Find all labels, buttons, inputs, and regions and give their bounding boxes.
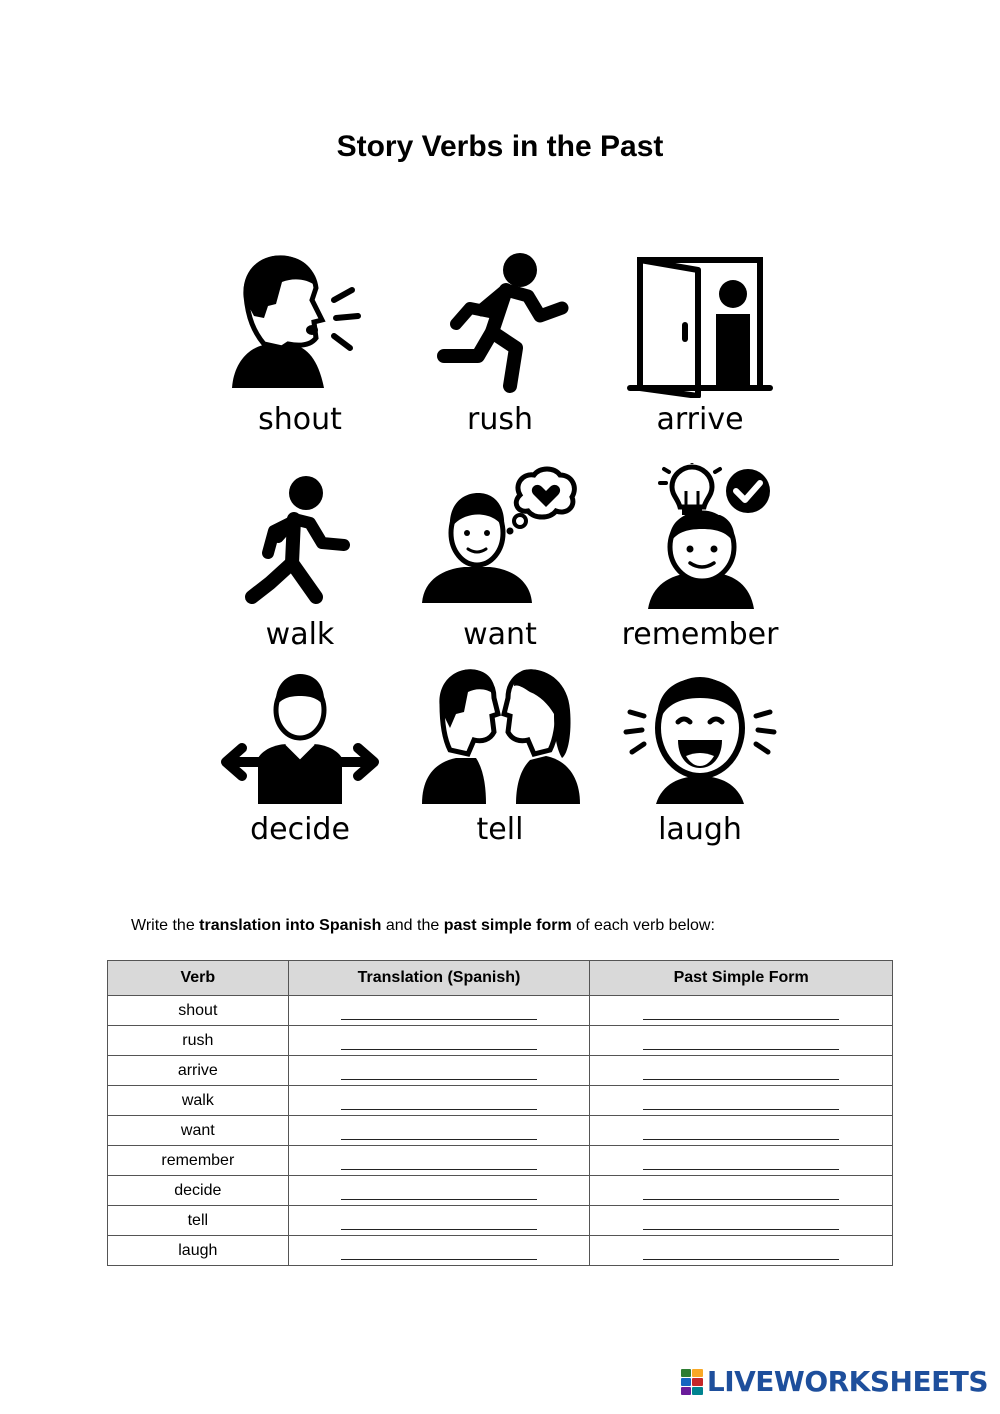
translation-cell <box>288 1116 590 1146</box>
liveworksheets-brand[interactable] <box>681 1365 988 1398</box>
past-simple-answer-blank[interactable] <box>643 1003 839 1020</box>
instruction-text: and the <box>381 917 444 934</box>
verb-cell: arrive <box>108 1056 289 1086</box>
walking-person-icon <box>220 463 380 613</box>
verb-card-want <box>400 455 600 655</box>
verb-card-walk <box>200 455 400 655</box>
translation-cell <box>288 1206 590 1236</box>
verb-card-remember <box>600 455 800 655</box>
translation-answer-blank[interactable] <box>341 1123 537 1140</box>
verb-cell: decide <box>108 1176 289 1206</box>
verb-cell: tell <box>108 1206 289 1236</box>
logo-tile <box>692 1387 703 1395</box>
past-simple-cell <box>590 1176 893 1206</box>
past-simple-cell <box>590 1146 893 1176</box>
running-person-icon <box>420 248 580 398</box>
logo-tile <box>681 1387 692 1395</box>
liveworksheets-logo-icon <box>681 1369 703 1395</box>
instruction-bold: translation into Spanish <box>199 917 382 934</box>
logo-tile <box>692 1378 703 1386</box>
verb-label: rush <box>467 402 533 437</box>
brand-name: LIVEWORKSHEETS <box>706 1365 988 1398</box>
table-row <box>108 1206 893 1236</box>
verb-label: shout <box>258 402 342 437</box>
verb-cell: shout <box>108 996 289 1026</box>
two-people-talking-icon <box>420 658 580 808</box>
logo-tile <box>692 1369 703 1377</box>
verb-card-rush <box>400 240 600 440</box>
instructions <box>131 917 715 935</box>
laughing-face-icon <box>620 658 780 808</box>
column-header-verb: Verb <box>108 961 289 996</box>
past-simple-answer-blank[interactable] <box>643 1153 839 1170</box>
past-simple-cell <box>590 1086 893 1116</box>
verb-picture-grid <box>200 240 800 860</box>
translation-cell <box>288 1026 590 1056</box>
verb-table <box>107 960 893 1266</box>
logo-tile <box>681 1369 692 1377</box>
table-row <box>108 1176 893 1206</box>
table-header-row <box>108 961 893 996</box>
translation-cell <box>288 1146 590 1176</box>
translation-cell <box>288 1176 590 1206</box>
past-simple-answer-blank[interactable] <box>643 1093 839 1110</box>
verb-cell: laugh <box>108 1236 289 1266</box>
verb-cell: walk <box>108 1086 289 1116</box>
translation-answer-blank[interactable] <box>341 1153 537 1170</box>
table-row <box>108 1086 893 1116</box>
past-simple-cell <box>590 1236 893 1266</box>
table-row <box>108 1146 893 1176</box>
translation-cell <box>288 1086 590 1116</box>
verb-label: walk <box>265 617 335 652</box>
translation-answer-blank[interactable] <box>341 1003 537 1020</box>
logo-tile <box>681 1378 692 1386</box>
verb-label: remember <box>621 617 779 652</box>
past-simple-cell <box>590 1056 893 1086</box>
past-simple-answer-blank[interactable] <box>643 1063 839 1080</box>
past-simple-cell <box>590 996 893 1026</box>
verb-label: tell <box>476 812 524 847</box>
instruction-text: Write the <box>131 917 200 934</box>
table-row <box>108 1116 893 1146</box>
verb-card-laugh <box>600 650 800 850</box>
verb-cell: remember <box>108 1146 289 1176</box>
verb-label: laugh <box>658 812 742 847</box>
verb-card-decide <box>200 650 400 850</box>
table-row <box>108 1236 893 1266</box>
shouting-person-icon <box>220 248 380 398</box>
past-simple-cell <box>590 1116 893 1146</box>
verb-card-arrive <box>600 240 800 440</box>
verb-cell: rush <box>108 1026 289 1056</box>
verb-label: want <box>463 617 537 652</box>
past-simple-answer-blank[interactable] <box>643 1123 839 1140</box>
page-title: Story Verbs in the Past <box>336 130 664 163</box>
verb-cell: want <box>108 1116 289 1146</box>
translation-answer-blank[interactable] <box>341 1183 537 1200</box>
table-row <box>108 996 893 1026</box>
table-row <box>108 1026 893 1056</box>
verb-card-shout <box>200 240 400 440</box>
past-simple-answer-blank[interactable] <box>643 1033 839 1050</box>
table-row <box>108 1056 893 1086</box>
past-simple-answer-blank[interactable] <box>643 1213 839 1230</box>
column-header-translation: Translation (Spanish) <box>288 961 590 996</box>
verb-label: arrive <box>656 402 744 437</box>
past-simple-answer-blank[interactable] <box>643 1243 839 1260</box>
translation-answer-blank[interactable] <box>341 1033 537 1050</box>
column-header-past-simple: Past Simple Form <box>590 961 893 996</box>
instruction-text: of each verb below: <box>571 917 715 934</box>
verb-card-tell <box>400 650 600 850</box>
translation-answer-blank[interactable] <box>341 1063 537 1080</box>
translation-answer-blank[interactable] <box>341 1093 537 1110</box>
past-simple-answer-blank[interactable] <box>643 1183 839 1200</box>
verb-label: decide <box>250 812 350 847</box>
translation-answer-blank[interactable] <box>341 1243 537 1260</box>
person-thinking-heart-icon <box>420 463 580 613</box>
instruction-bold: past simple form <box>443 917 572 934</box>
translation-cell <box>288 1236 590 1266</box>
person-lightbulb-check-icon <box>620 463 780 613</box>
past-simple-cell <box>590 1206 893 1236</box>
translation-cell <box>288 996 590 1026</box>
translation-answer-blank[interactable] <box>341 1213 537 1230</box>
person-arrows-icon <box>220 658 380 808</box>
past-simple-cell <box>590 1026 893 1056</box>
person-at-door-icon <box>620 248 780 398</box>
translation-cell <box>288 1056 590 1086</box>
